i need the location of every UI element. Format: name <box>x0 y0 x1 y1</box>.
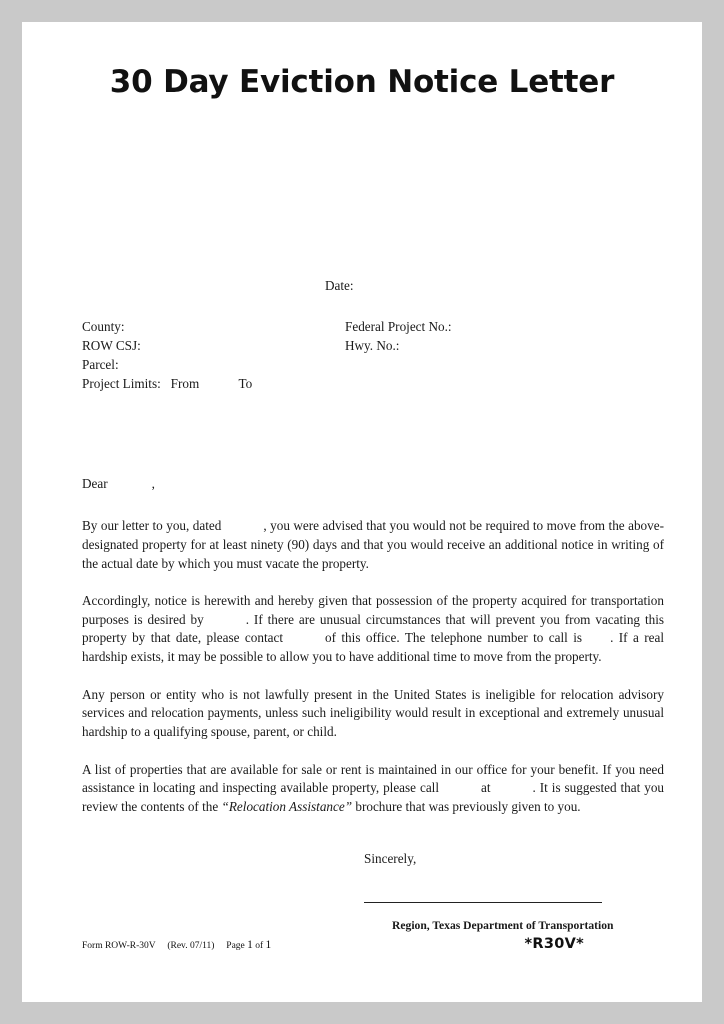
field-federal-project-no-label: Federal Project No.: <box>345 319 452 335</box>
field-project-limits-value <box>345 374 664 393</box>
date-field-label: Date: <box>325 278 354 293</box>
closing: Sincerely, <box>364 851 417 867</box>
paragraph-2-part-c: of this office. The telephone number to call is <box>325 630 583 646</box>
salutation <box>82 475 664 493</box>
paragraph-4-part-a: A list of properties that are available for sale or rent is maintained in our office for your benefit. If you need assistance in locating and inspecting available property, please call <box>82 761 664 796</box>
footer-form-id: Form ROW-R-30V <box>82 941 156 951</box>
signature-caption: Region, Texas Department of Transportation <box>392 918 614 932</box>
footer-page-current: 1 <box>247 939 253 951</box>
paragraph-3: Any person or entity who is not lawfully present in the United States is ineligible for relocation advisory services and relocation payments, unless such ineligibility would result in exceptional and extremely unusual hardship to a qualifying spouse, parent, or child. <box>82 686 664 739</box>
field-county-label: County: <box>82 319 125 335</box>
paragraph-2-part-a: Accordingly, notice is herewith and hereby given that possession of the property acquired for transportation purposes is desired by <box>82 593 664 627</box>
document-page <box>22 22 702 1002</box>
footer-form-info <box>82 939 271 951</box>
field-parcel-value <box>345 355 664 374</box>
letter-body <box>82 277 664 1002</box>
salutation-comma: , <box>151 476 155 492</box>
footer-page-total: 1 <box>265 939 272 951</box>
page-footer <box>82 936 664 952</box>
paragraph-1-part-b: , you were advised that you would not be required to move from the above-designated property for at least ninety (90) days and that you would receive an additional notice in writing of the actual date by which you must vacate the property. <box>82 518 664 571</box>
field-hwy-no-label: Hwy. No.: <box>345 338 400 354</box>
relocation-assistance-title: “Relocation Assistance” <box>221 798 353 814</box>
paragraph-4-part-b: at <box>481 780 491 796</box>
paragraph-1-part-a: By our letter to you, dated <box>82 518 222 534</box>
header-fields <box>82 317 664 393</box>
field-parcel-label: Parcel: <box>82 357 119 373</box>
footer-revision: (Rev. 07/11) <box>167 941 215 951</box>
paragraph-1 <box>82 517 664 573</box>
signature-line <box>364 901 602 903</box>
salutation-text: Dear <box>82 476 108 492</box>
paragraph-4 <box>82 761 664 817</box>
footer-page-prefix: Page <box>226 941 245 951</box>
footer-form-code: *R30V* <box>524 936 584 952</box>
footer-page-of: of <box>255 941 264 951</box>
paragraph-2 <box>82 592 664 666</box>
page-title: 30 Day Eviction Notice Letter <box>109 64 615 100</box>
field-project-limits-label: Project Limits: From To <box>82 376 253 392</box>
paragraph-2-part-d: . If a real hardship exists, it may be possible to allow you to have additional time to move from the property. <box>82 630 664 665</box>
field-row-csj-label: ROW CSJ: <box>82 338 141 354</box>
paragraph-4-part-d: brochure that was previously given to you. <box>355 798 581 814</box>
paragraph-2-part-b: . If there are unusual circumstances that will prevent you from vacating this property by that date, please contact <box>82 611 664 646</box>
paragraph-4-part-c: . It is suggested that you review the contents of the <box>82 780 665 814</box>
